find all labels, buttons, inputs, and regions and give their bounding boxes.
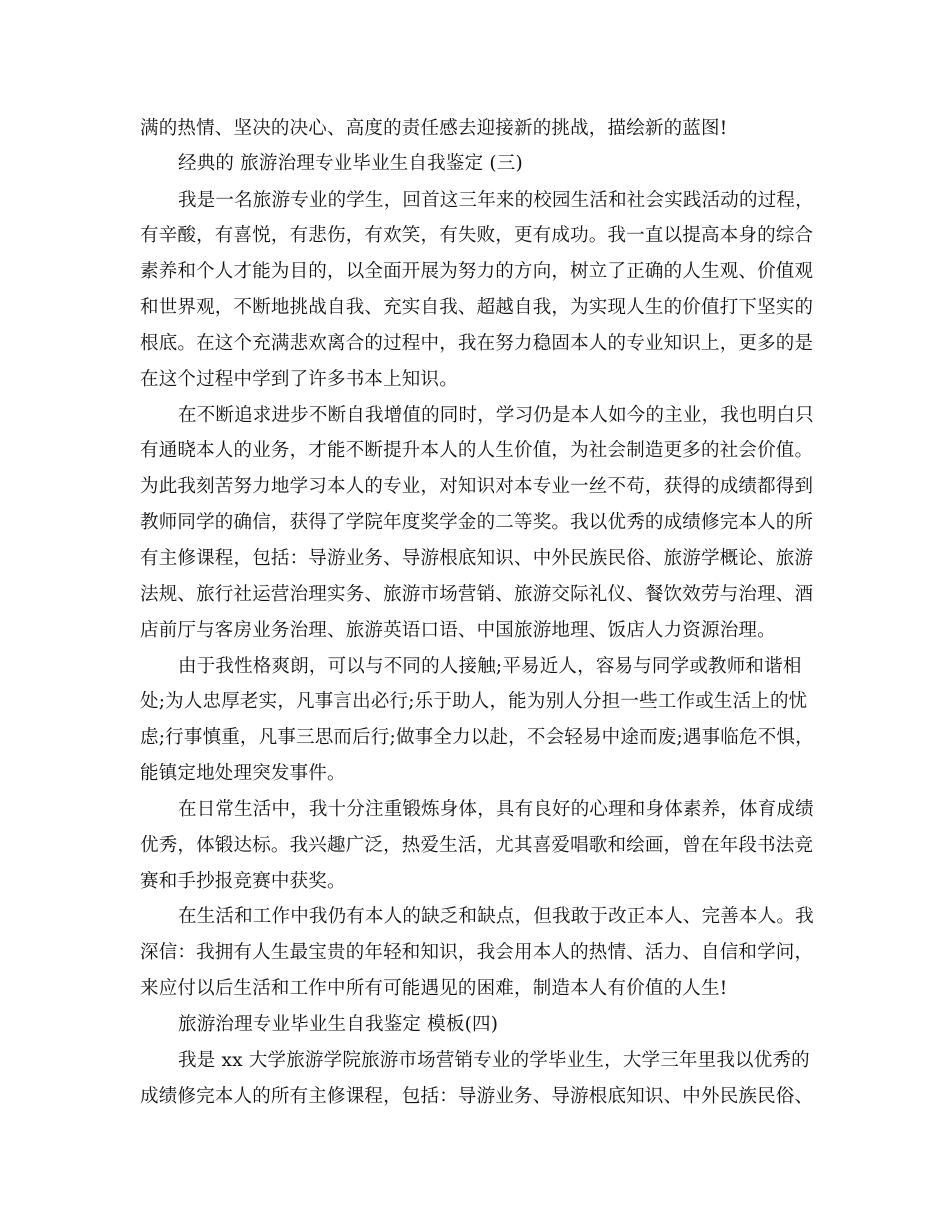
- text-line: 满的热情、坚决的决心、高度的责任感去迎接新的挑战，描绘新的蓝图!: [140, 118, 728, 139]
- text-line: 优秀，体锻达标。我兴趣广泛，热爱生活，尤其喜爱唱歌和绘画，曾在年段书法竞: [140, 835, 814, 856]
- text-line: 处;为人忠厚老实，凡事言出必行;乐于助人，能为别人分担一些工作或生活上的忧: [140, 691, 808, 712]
- text-line: 有辛酸，有喜悦，有悲伤，有欢笑，有失败，更有成功。我一直以提高本身的综合: [140, 225, 814, 246]
- text-line: 在不断追求进步不断自我增值的同时，学习仍是本人如今的主业，我也明白只: [178, 405, 814, 426]
- text-line: 由于我性格爽朗，可以与不同的人接触;平易近人，容易与同学或教师和谐相: [178, 656, 802, 677]
- text-line: 在生活和工作中我仍有本人的缺乏和缺点，但我敢于改正本人、完善本人。我: [178, 906, 814, 927]
- text-line: 有主修课程，包括：导游业务、导游根底知识、中外民族民俗、旅游学概论、旅游: [140, 548, 814, 569]
- text-line: 有通晓本人的业务，才能不断提升本人的人生价值，为社会制造更多的社会价值。: [140, 440, 814, 461]
- text-line: 素养和个人才能为目的，以全面开展为努力的方向，树立了正确的人生观、价值观: [140, 261, 814, 282]
- text-line: 和世界观，不断地挑战自我、充实自我、超越自我，为实现人生的价值打下坚实的: [140, 297, 814, 318]
- text-line: 店前厅与客房业务治理、旅游英语口语、中国旅游地理、饭店人力资源治理。: [140, 620, 776, 641]
- text-line: 我是一名旅游专业的学生，回首这三年来的校园生活和社会实践活动的过程，: [178, 190, 814, 211]
- text-line: 为此我刻苦努力地学习本人的专业，对知识对本专业一丝不苟，获得的成绩都得到: [140, 476, 814, 497]
- text-line: 教师同学的确信，获得了学院年度奖学金的二等奖。我以优秀的成绩修完本人的所: [140, 512, 814, 533]
- section-heading: 经典的 旅游治理专业毕业生自我鉴定 (三): [178, 153, 523, 174]
- text-line: 深信：我拥有人生最宝贵的年轻和知识，我会用本人的热情、活力、自信和学问，: [140, 942, 814, 963]
- text-line: 根底。在这个充满悲欢离合的过程中，我在努力稳固本人的专业知识上，更多的是: [140, 333, 814, 354]
- text-line: 能镇定地处理突发事件。: [140, 763, 346, 784]
- text-line: 我是 xx 大学旅游学院旅游市场营销专业的学毕业生，大学三年里我以优秀的: [178, 1050, 810, 1071]
- text-line: 在这个过程中学到了许多书本上知识。: [140, 369, 458, 390]
- text-line: 虑;行事慎重，凡事三思而后行;做事全力以赴，不会轻易中途而废;遇事临危不惧，: [140, 727, 814, 748]
- text-line: 赛和手抄报竞赛中获奖。: [140, 871, 346, 892]
- text-line: 来应付以后生活和工作中所有可能遇见的困难，制造本人有价值的人生!: [140, 978, 728, 999]
- text-line: 成绩修完本人的所有主修课程，包括：导游业务、导游根底知识、中外民族民俗、: [140, 1086, 814, 1107]
- text-line: 法规、旅行社运营治理实务、旅游市场营销、旅游交际礼仪、餐饮效劳与治理、酒: [140, 584, 814, 605]
- section-heading: 旅游治理专业毕业生自我鉴定 模板(四): [178, 1014, 499, 1035]
- text-line: 在日常生活中，我十分注重锻炼身体，具有良好的心理和身体素养，体育成绩: [178, 799, 814, 820]
